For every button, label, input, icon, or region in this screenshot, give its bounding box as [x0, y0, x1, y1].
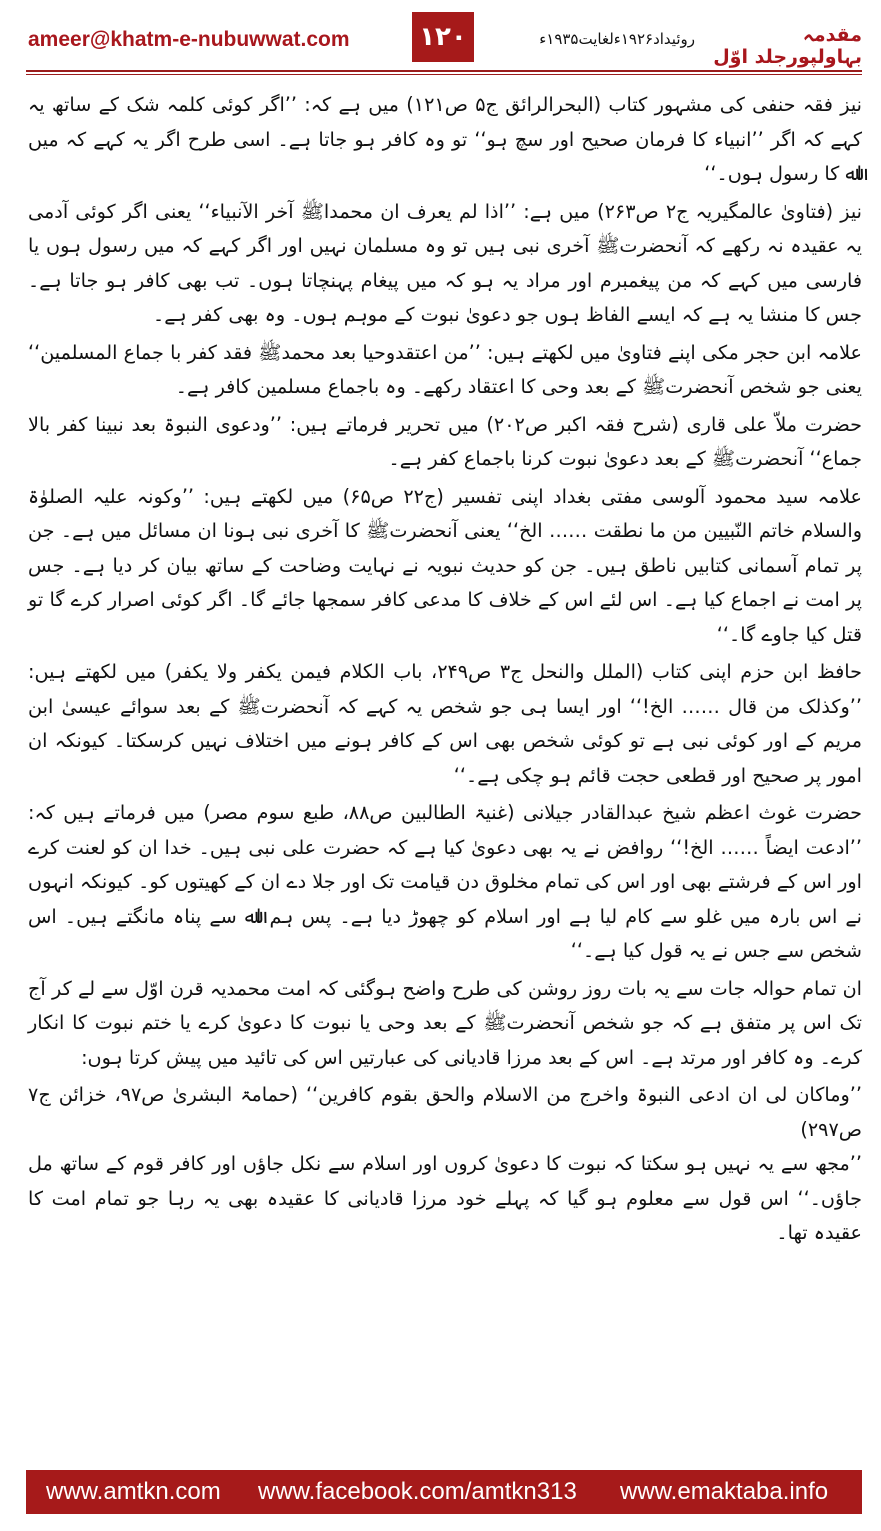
paragraph-alusi: علامہ سید محمود آلوسی مفتی بغداد اپنی تفسیر (ج۲۲ ص۶۵) میں لکھتے ہیں: ’’وکونہ علیہ الصلوٰۃ والسلام خاتم النّبیین من ما نطقت …… الخ‘‘ یعنی آنحضرتﷺ کا آخری نبی ہونا ان مسائل میں ہے۔ جن پر تمام آسمانی کتابیں ناطق ہیں۔ جن کو حدیث نبویہ نے نہایت وضاحت کے ساتھ بیان کر دیا ہے۔ جس پر امت نے اجماع کیا ہے۔ اس لئے اس کے خلاف کا مدعی کافر سمجھا جائے گا۔ اگر کوئی اصرار کرے گا تو قتل کیا جاوے گا۔‘‘	[28, 484, 862, 646]
footer-link-amtkn[interactable]: www.amtkn.com	[46, 1478, 221, 1505]
paragraph-fatawa-alamgiri: نیز (فتاویٰ عالمگیریہ ج۲ ص۲۶۳) میں ہے: ’’اذا لم یعرف ان محمداﷺ آخر الآنبیاء‘‘ یعنی اگر کوئی آدمی یہ عقیدہ نہ رکھے کہ آنحضرتﷺ آخری نبی ہیں تو وہ مسلمان نہیں اور اگر کہے کہ میں رسول ہوں یا فارسی میں کہے کہ من پیغمبرم اور مراد یہ ہو کہ میں پیغام پہنچاتا ہوں۔ تب بھی کافر ہو جاتا ہے۔ جس کا منشا یہ ہے کہ ایسے الفاظ ہوں جو دعویٰ نبوت کے موہم ہوں۔ وہ بھی کفر ہے۔	[28, 199, 863, 326]
paragraph-arabic-quote: ’’وماکان لی ان ادعی النبوۃ واخرج من الاسلام والحق بقوم کافرین‘‘ (حمامۃ البشریٰ ص۹۷، خزائن ج۷ ص۲۹۷)	[28, 1083, 862, 1141]
header-rule	[26, 70, 862, 72]
paragraph-urdu-translation: ’’مجھ سے یہ نہیں ہو سکتا کہ نبوت کا دعویٰ کروں اور اسلام سے نکل جاؤں اور کافر قوم کے ساتھ مل جاؤں۔‘‘ اس قول سے معلوم ہو گیا کہ پہلے خود مرزا قادیانی کا عقیدہ بھی یہ رہا جو تمام امت کا عقیدہ تھا۔	[28, 1152, 862, 1244]
page-header	[0, 0, 881, 84]
email-address: ameer@khatm-e-nubuwwat.com	[28, 28, 350, 51]
paragraph-mulla-ali-qari: حضرت ملاّ علی قاری (شرح فقہ اکبر ص۲۰۲) میں تحریر فرماتے ہیں: ’’ودعوی النبوۃ بعد نبینا کفر بالا جماع‘‘ آنحضرتﷺ کے بعد دعویٰ نبوت کرنا باجماع کفر ہے۔	[28, 412, 862, 470]
paragraph-ibn-hazm: حافظ ابن حزم اپنی کتاب (الملل والنحل ج۳ ص۲۴۹، باب الکلام فیمن یکفر ولا یکفر) میں لکھتے ہیں: ’’وکذلک من قال …… الخ!‘‘ اور ایسا ہی جو شخص یہ کہے کہ آنحضرتﷺ کے بعد سوائے عیسیٰ ابن مریم کے اور کوئی نبی ہے تو کوئی شخص بھی اس کے کافر ہونے میں اختلاف نہیں کرسکتا۔ کیونکہ ان امور پر صحیح اور قطعی حجت قائم ہو چکی ہے۔‘‘	[28, 660, 862, 787]
paragraph-conclusion: ان تمام حوالہ جات سے یہ بات روز روشن کی طرح واضح ہوگئی کہ امت محمدیہ قرن اوّل سے لے کر آج تک اس پر متفق ہے کہ جو شخص آنحضرتﷺ کے بعد وحی یا نبوت کا دعویٰ کرے یا ختم نبوت کا انکار کرے۔ وہ کافر اور مرتد ہے۔ اس کے بعد مرزا قادیانی کی عبارتیں اس کی تائید میں پیش کرتا ہوں:	[28, 976, 862, 1069]
footer-link-facebook[interactable]: www.facebook.com/amtkn313	[258, 1478, 577, 1505]
page-body	[28, 88, 862, 1254]
page-number-badge: ۱۲۰	[412, 12, 474, 62]
page-footer	[26, 1470, 862, 1514]
footer-link-emaktaba[interactable]: www.emaktaba.info	[620, 1478, 829, 1505]
header-rule-thin	[26, 74, 862, 75]
period-range: روئیداد۱۹۲۶ءلغایت۱۹۳۵ء	[539, 30, 695, 48]
paragraph-jilani: حضرت غوث اعظم شیخ عبدالقادر جیلانی (غنیۃ الطالبین ص۸۸، طبع سوم مصر) میں فرماتے ہیں کہ: ’’ادعت ایضاً …… الخ!‘‘ روافض نے یہ بھی دعویٰ کیا ہے کہ حضرت علی نبی ہیں۔ خدا ان کو لعنت کرے اور اس کے فرشتے بھی اور اس کی تمام مخلوق دن قیامت تک اور جلا دے ان کے کھیتوں کو۔ کیونکہ انہوں نے اس بارہ میں غلو سے کام لیا ہے اور اسلام کو چھوڑ دیا ہے۔ پس ہم اﷲ سے پناہ مانگتے ہیں۔ اس شخص سے جس نے یہ قول کیا ہے۔‘‘	[28, 801, 862, 962]
paragraph-ibn-hajar: علامہ ابن حجر مکی اپنے فتاویٰ میں لکھتے ہیں: ’’من اعتقدوحیا بعد محمدﷺ فقد کفر با جماع المسلمین‘‘ یعنی جو شخص آنحضرتﷺ کے بعد وحی کا اعتقاد رکھے۔ وہ باجماع مسلمین کافر ہے۔	[28, 340, 862, 398]
paragraph-bahr-ul-raiq: نیز فقہ حنفی کی مشہور کتاب (البحرالرائق ج۵ ص۱۲۱) میں ہے کہ: ’’اگر کوئی کلمہ شک کے ساتھ یہ کہے کہ اگر ’’انبیاء کا فرمان صحیح اور سچ ہو‘‘ تو وہ کافر ہو جاتا ہے۔ اسی طرح اگر یہ کہے کہ میں اﷲ کا رسول ہوں۔‘‘	[28, 93, 863, 185]
book-title: مقدمہ بہاولپورجلد اوّل	[713, 24, 862, 68]
